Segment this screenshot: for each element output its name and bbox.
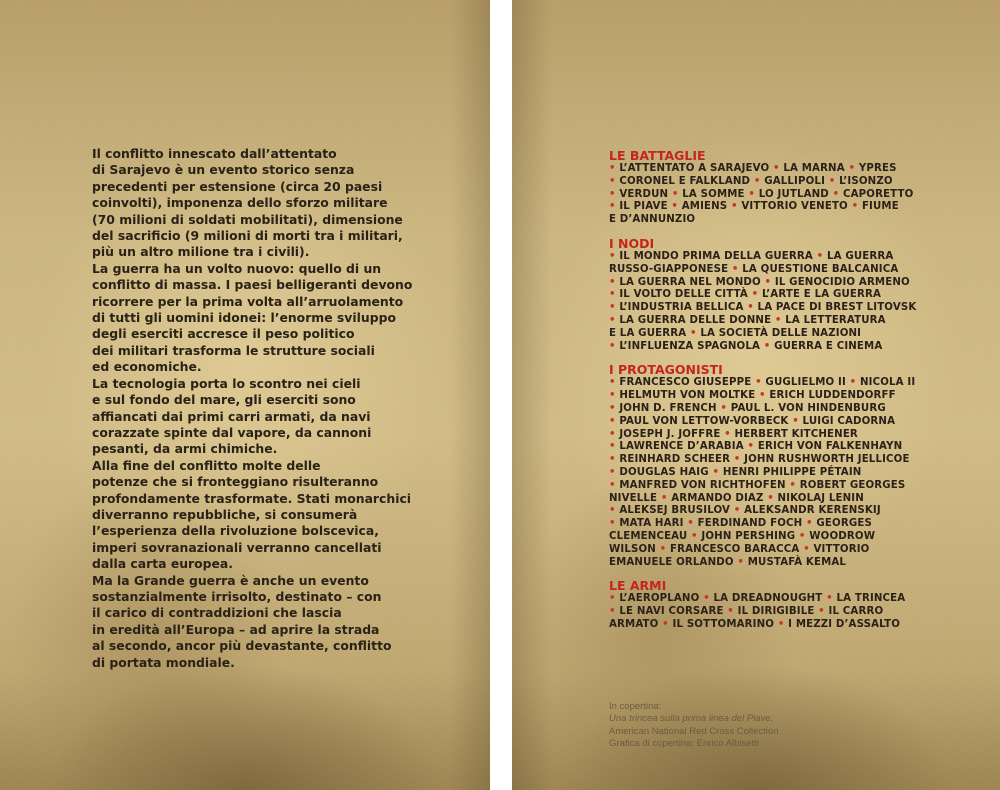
bullet-icon: • bbox=[609, 441, 616, 453]
section-line: • IL PIAVE • AMIENS • VITTORIO VENETO • FIUME bbox=[609, 201, 899, 213]
bullet-icon: • bbox=[609, 163, 616, 174]
synopsis-line: il carico di contraddizioni che lascia bbox=[92, 605, 342, 621]
credits-label: In copertina: bbox=[609, 701, 662, 712]
bullet-icon: • bbox=[759, 390, 766, 402]
synopsis-line: coinvolti), imponenza dello sforzo militare bbox=[92, 195, 388, 211]
synopsis-line: di portata mondiale. bbox=[92, 654, 235, 670]
bullet-icon: • bbox=[609, 289, 616, 301]
section-line: • REINHARD SCHEER • JOHN RUSHWORTH JELLICOE bbox=[609, 454, 910, 466]
bullet-icon: • bbox=[703, 593, 710, 605]
bullet-icon: • bbox=[609, 201, 616, 213]
section-line: • MATA HARI • FERDINAND FOCH • GEORGES bbox=[609, 518, 872, 530]
section-line: ARMATO • IL SOTTOMARINO • I MEZZI D’ASSALTO bbox=[609, 618, 901, 630]
section-i-protagonisti bbox=[609, 362, 916, 569]
bullet-icon: • bbox=[609, 276, 616, 288]
bullet-icon: • bbox=[818, 606, 825, 618]
section-line: • LA GUERRA NEL MONDO • IL GENOCIDIO ARMENO bbox=[609, 276, 910, 288]
synopsis-line: (70 milioni di soldati mobilitati), dimensione bbox=[92, 211, 403, 227]
bullet-icon: • bbox=[609, 593, 616, 605]
bullet-icon: • bbox=[828, 175, 836, 187]
section-line: • CORONEL E FALKLAND • GALLIPOLI • L’ISONZO bbox=[609, 175, 893, 187]
section-line: • L’INDUSTRIA BELLICA • LA PACE DI BREST LITOVSK bbox=[609, 302, 917, 314]
synopsis-line: imperi sovranazionali verranno cancellati bbox=[92, 539, 382, 555]
synopsis-line: degli eserciti accresce il peso politico bbox=[92, 326, 355, 342]
bullet-icon: • bbox=[609, 466, 616, 478]
bullet-icon: • bbox=[609, 479, 616, 491]
section-line: • JOSEPH J. JOFFRE • HERBERT KITCHENER bbox=[609, 428, 858, 440]
synopsis-line: corazzate spinte dal vapore, da cannoni bbox=[92, 424, 372, 440]
bullet-icon: • bbox=[662, 618, 669, 630]
section-line: • L’AEROPLANO • LA DREADNOUGHT • LA TRINCEA bbox=[609, 593, 906, 605]
bullet-icon: • bbox=[609, 428, 616, 440]
bullet-icon: • bbox=[724, 428, 731, 440]
synopsis-line: La guerra ha un volto nuovo: quello di un bbox=[92, 260, 382, 276]
section-line: • VERDUN • LA SOMME • LO JUTLAND • CAPORETTO bbox=[609, 188, 914, 200]
synopsis-line: potenze che si fronteggiano risulteranno bbox=[92, 474, 379, 490]
synopsis-line: Alla fine del conflitto molte delle bbox=[92, 457, 321, 473]
bullet-icon: • bbox=[849, 377, 857, 389]
section-line: EMANUELE ORLANDO • MUSTAFÀ KEMAL bbox=[609, 556, 847, 568]
bullet-icon: • bbox=[751, 289, 759, 301]
bullet-icon: • bbox=[753, 175, 761, 187]
bullet-icon: • bbox=[609, 377, 616, 389]
section-line: • IL VOLTO DELLE CITTÀ • L’ARTE E LA GUERRA bbox=[609, 289, 882, 301]
section-line: WILSON • FRANCESCO BARACCA • VITTORIO bbox=[609, 543, 870, 555]
synopsis-line: e sul fondo del mare, gli eserciti sono bbox=[92, 392, 356, 408]
synopsis-line: in eredità all’Europa – ad aprire la strada bbox=[92, 621, 380, 637]
section-line: • MANFRED VON RICHTHOFEN • ROBERT GEORGES bbox=[609, 479, 906, 491]
bullet-icon: • bbox=[689, 327, 697, 339]
bullet-icon: • bbox=[609, 314, 616, 326]
bullet-icon: • bbox=[733, 505, 741, 517]
back-cover-right-page bbox=[512, 0, 1000, 790]
bullet-icon: • bbox=[737, 556, 745, 568]
bullet-icon: • bbox=[747, 302, 754, 314]
synopsis-line: al secondo, ancor più devastante, conflitto bbox=[92, 638, 392, 654]
synopsis-line: profondamente trasformate. Stati monarchici bbox=[92, 490, 412, 506]
bullet-icon: • bbox=[816, 250, 824, 262]
section-line: • LAWRENCE D’ARABIA • ERICH VON FALKENHAYN bbox=[609, 441, 903, 453]
section-line: • PAUL VON LETTOW-VORBECK • LUIGI CADORNA bbox=[609, 415, 896, 427]
bullet-icon: • bbox=[763, 340, 771, 352]
synopsis-line: pesanti, da armi chimiche. bbox=[92, 441, 278, 457]
page-shadow bbox=[450, 0, 490, 790]
credits-design: Grafica di copertina: Enrico Albisetti bbox=[609, 738, 759, 750]
synopsis-line: Il conflitto innescato dall’attentato bbox=[92, 146, 337, 161]
contents-lists bbox=[609, 148, 917, 642]
synopsis-line: di tutti gli uomini idonei: l’enorme sviluppo bbox=[92, 310, 396, 326]
bullet-icon: • bbox=[720, 402, 728, 414]
bullet-icon: • bbox=[774, 314, 782, 326]
bullet-icon: • bbox=[789, 479, 797, 491]
section-line: • L’ATTENTATO A SARAJEVO • LA MARNA • YPRES bbox=[609, 163, 897, 174]
bullet-icon: • bbox=[764, 276, 772, 288]
synopsis-line: del sacrificio (9 milioni di morti tra i militari, bbox=[92, 228, 403, 244]
section-line: • LA GUERRA DELLE DONNE • LA LETTERATURA bbox=[609, 314, 886, 326]
section-line: • LE NAVI CORSARE • IL DIRIGIBILE • IL CARRO bbox=[609, 606, 884, 618]
synopsis-line: dalla carta europea. bbox=[92, 556, 234, 572]
synopsis-line: ricorrere per la prima volta all’arruolamento bbox=[92, 293, 404, 309]
section-line: • FRANCESCO GIUSEPPE • GUGLIELMO II • NICOLA II bbox=[609, 377, 916, 389]
synopsis-line: più un altro milione tra i civili). bbox=[92, 244, 310, 260]
section-line: CLEMENCEAU • JOHN PERSHING • WOODROW bbox=[609, 530, 876, 542]
bullet-icon: • bbox=[712, 466, 720, 478]
bullet-icon: • bbox=[731, 263, 739, 275]
section-line: • L’INFLUENZA SPAGNOLA • GUERRA E CINEMA bbox=[609, 340, 883, 352]
bullet-icon: • bbox=[806, 518, 813, 530]
bullet-icon: • bbox=[777, 618, 785, 630]
bullet-icon: • bbox=[609, 402, 616, 414]
synopsis-line: diverranno repubbliche, si consumerà bbox=[92, 506, 358, 522]
bullet-icon: • bbox=[659, 543, 667, 555]
bullet-icon: • bbox=[609, 415, 616, 427]
bullet-icon: • bbox=[798, 530, 806, 542]
bullet-icon: • bbox=[826, 593, 833, 605]
bullet-icon: • bbox=[609, 518, 616, 530]
section-title: I NODI bbox=[609, 235, 655, 251]
bullet-icon: • bbox=[767, 492, 774, 504]
bullet-icon: • bbox=[671, 188, 679, 200]
bullet-icon: • bbox=[832, 188, 840, 200]
cover-credits bbox=[609, 701, 779, 751]
bullet-icon: • bbox=[792, 415, 799, 427]
bullet-icon: • bbox=[731, 201, 738, 213]
synopsis-line: l’esperienza della rivoluzione bolscevica, bbox=[92, 523, 379, 539]
section-title: LE ARMI bbox=[609, 578, 667, 594]
section-line: NIVELLE • ARMANDO DIAZ • NIKOLAJ LENIN bbox=[609, 492, 864, 504]
section-title: I PROTAGONISTI bbox=[609, 362, 723, 378]
synopsis-line: Ma la Grande guerra è anche un evento bbox=[92, 572, 369, 588]
bullet-icon: • bbox=[851, 201, 859, 213]
bullet-icon: • bbox=[691, 530, 698, 542]
section-title: LE BATTAGLIE bbox=[609, 148, 706, 163]
bullet-icon: • bbox=[687, 518, 694, 530]
section-line: • ALEKSEJ BRUSILOV • ALEKSANDR KERENSKIJ bbox=[609, 505, 881, 517]
section-line: • DOUGLAS HAIG • HENRI PHILIPPE PÉTAIN bbox=[609, 466, 862, 478]
credits-caption: Una trincea sulla prima linea del Piave, bbox=[609, 713, 774, 725]
bullet-icon: • bbox=[609, 175, 616, 187]
bullet-icon: • bbox=[803, 543, 810, 555]
bullet-icon: • bbox=[609, 606, 616, 618]
back-cover-left-page bbox=[0, 0, 490, 790]
section-line: • IL MONDO PRIMA DELLA GUERRA • LA GUERRA bbox=[609, 250, 894, 262]
section-i-nodi bbox=[609, 235, 917, 353]
bullet-icon: • bbox=[671, 201, 679, 213]
synopsis-line: sostanzialmente irrisolto, destinato – con bbox=[92, 588, 382, 604]
synopsis-line: dei militari trasforma le strutture sociali bbox=[92, 342, 375, 358]
synopsis-line: ed economiche. bbox=[92, 359, 202, 375]
bullet-icon: • bbox=[727, 606, 734, 618]
section-line: • HELMUTH VON MOLTKE • ERICH LUDDENDORFF bbox=[609, 390, 896, 402]
bullet-icon: • bbox=[609, 302, 616, 314]
synopsis-line: precedenti per estensione (circa 20 paesi bbox=[92, 178, 383, 194]
credits-collection: American National Red Cross Collection bbox=[609, 725, 779, 737]
synopsis-line: La tecnologia porta lo scontro nei cieli bbox=[92, 375, 361, 391]
bullet-icon: • bbox=[755, 377, 762, 389]
section-line: E D’ANNUNZIO bbox=[609, 214, 696, 226]
bullet-icon: • bbox=[609, 188, 616, 200]
synopsis-text bbox=[92, 146, 422, 671]
section-le-armi bbox=[609, 579, 909, 631]
section-line: • JOHN D. FRENCH • PAUL L. VON HINDENBURG bbox=[609, 402, 886, 414]
section-le-battaglie bbox=[609, 148, 914, 227]
section-line: RUSSO-GIAPPONESE • LA QUESTIONE BALCANICA bbox=[609, 263, 899, 275]
bullet-icon: • bbox=[773, 163, 780, 174]
synopsis-line: affiancati dai primi carri armati, da navi bbox=[92, 408, 371, 424]
bullet-icon: • bbox=[748, 188, 756, 200]
bullet-icon: • bbox=[733, 454, 741, 466]
bullet-icon: • bbox=[848, 163, 856, 174]
bullet-icon: • bbox=[609, 340, 616, 352]
bullet-icon: • bbox=[609, 390, 616, 402]
bullet-icon: • bbox=[747, 441, 755, 453]
synopsis-line: conflitto di massa. I paesi belligeranti devono bbox=[92, 277, 413, 293]
synopsis-line: di Sarajevo è un evento storico senza bbox=[92, 162, 355, 178]
section-line: E LA GUERRA • LA SOCIETÀ DELLE NAZIONI bbox=[609, 327, 862, 339]
bullet-icon: • bbox=[609, 505, 616, 517]
bullet-icon: • bbox=[609, 454, 616, 466]
bullet-icon: • bbox=[609, 250, 616, 262]
bullet-icon: • bbox=[660, 492, 668, 504]
page-shadow bbox=[512, 0, 552, 790]
